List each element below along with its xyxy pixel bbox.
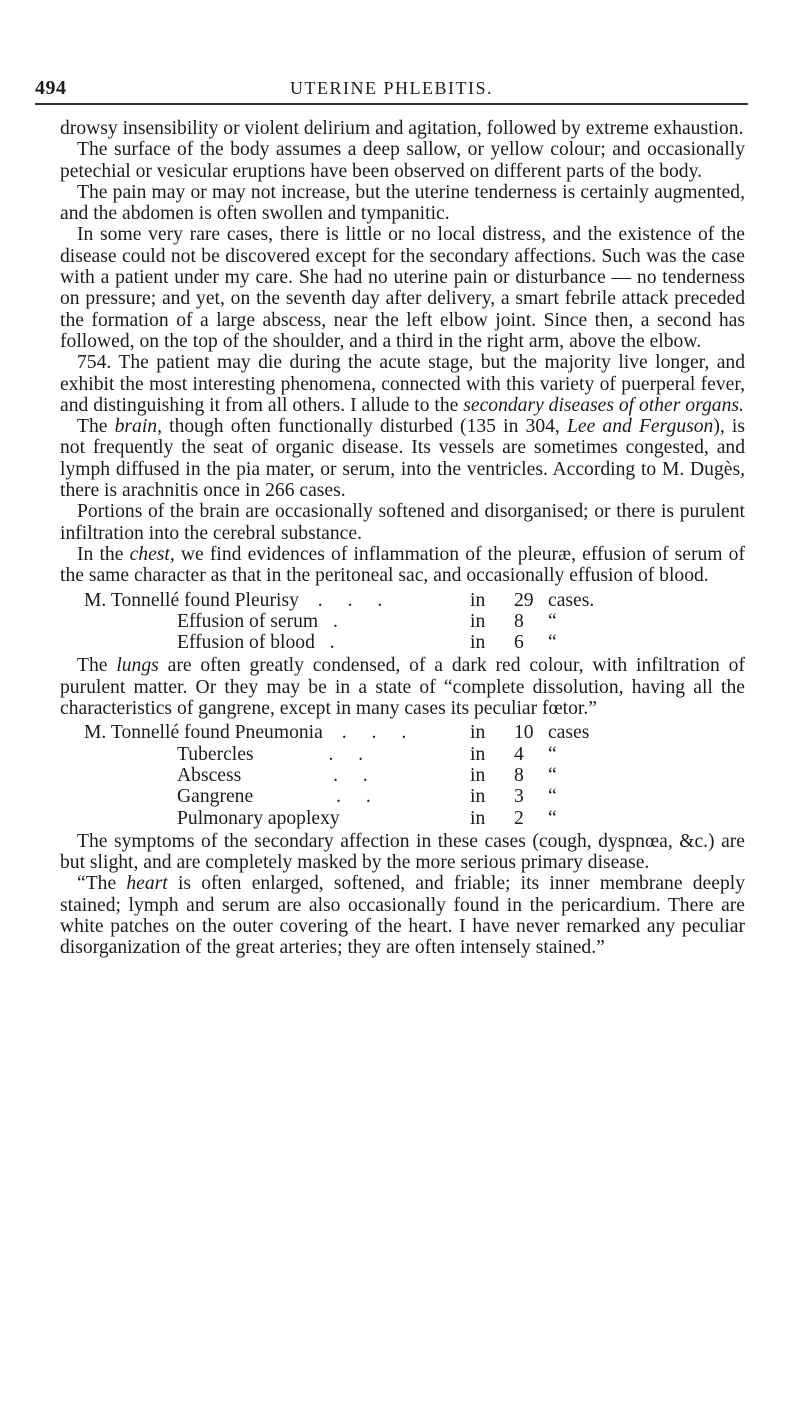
row-label: Effusion of blood	[177, 632, 315, 654]
paragraph-lungs	[60, 655, 745, 719]
row-label: Gangrene	[177, 786, 254, 808]
table-row	[60, 632, 745, 653]
row-count: 8	[514, 610, 524, 632]
paragraph-heart	[60, 873, 745, 958]
paragraph: The symptoms of the secondary affection in these cases (cough, dyspnœa, &c.) are but slight, and are completely masked by the more serious primary disease.	[60, 830, 745, 874]
page-number: 494	[35, 77, 67, 99]
emphasis: lungs	[116, 655, 159, 677]
text-run: ), is not frequently the seat of organic disease. Its vessels are sometimes congested, and lymph diffused in the pia mater, or serum, into the ventricles. According to M. Dugès, there is arachnitis once in 266 cases.	[60, 416, 745, 502]
row-unit: cases	[548, 722, 590, 744]
emphasis: secondary diseases of other organs.	[463, 394, 744, 416]
table-row	[60, 590, 745, 611]
emphasis: brain,	[114, 416, 162, 438]
row-in: in	[470, 632, 486, 654]
row-in: in	[470, 610, 486, 632]
emphasis: Lee and Ferguson	[566, 416, 714, 438]
row-in: in	[470, 589, 486, 611]
text-run: “The	[77, 873, 127, 895]
row-count: 29	[514, 589, 534, 611]
row-label: Abscess	[177, 764, 242, 786]
row-count: 2	[514, 807, 524, 829]
table-row	[60, 765, 745, 786]
row-in: in	[470, 786, 486, 808]
table-row	[60, 808, 745, 829]
row-unit: “	[548, 610, 557, 632]
paragraph-brain	[60, 416, 745, 501]
row-count: 6	[514, 632, 524, 654]
leader-dots: .	[329, 632, 335, 654]
paragraph: drowsy insensibility or violent delirium and agitation, followed by extreme exhaustion.	[60, 118, 744, 139]
text-run: In the	[77, 543, 130, 565]
row-in: in	[470, 743, 486, 765]
row-unit: cases.	[548, 589, 595, 611]
running-title: UTERINE PHLEBITIS.	[290, 78, 493, 98]
leader-dots: . . .	[341, 722, 417, 744]
leader-dots: . . .	[317, 589, 393, 611]
leader-dots: . .	[328, 743, 374, 765]
row-unit: “	[548, 786, 557, 808]
text-run: are often greatly condensed, of a dark red colour, with infiltration of purulent matter. Or they may be in a state of “complete dissolution, having all the characteristics of gangrene, except in many cases its peculiar fœtor.”	[60, 655, 745, 720]
emphasis: heart	[126, 873, 168, 895]
row-label: M. Tonnellé found Pneumonia	[84, 722, 323, 744]
row-in: in	[470, 807, 486, 829]
emphasis: chest,	[129, 543, 175, 565]
row-label: Effusion of serum	[177, 610, 319, 632]
text-run: 754. The patient may die during the acute stage, but the majority live longer, and exhibit the most interesting phenomena, connected with this variety of puerperal fever, and distinguishing it from all others. I allude to the	[60, 352, 745, 416]
paragraph: Portions of the brain are occasionally softened and disorganised; or there is purulent infiltration into the cerebral substance.	[60, 501, 745, 544]
table-row	[60, 611, 745, 632]
paragraph-chest	[60, 544, 745, 587]
row-count: 8	[514, 764, 524, 786]
leader-dots: .	[333, 610, 338, 632]
lung-findings-table	[60, 722, 745, 828]
paragraph: The pain may or may not increase, but the uterine tenderness is certainly augmented, and the abdomen is often swollen and tympanitic.	[60, 181, 745, 225]
row-count: 3	[514, 786, 524, 808]
leader-dots: . .	[336, 786, 381, 808]
row-count: 4	[514, 743, 524, 765]
body-text	[60, 118, 745, 959]
page-header	[35, 77, 748, 105]
paragraph: The surface of the body assumes a deep sallow, or yellow colour; and occasionally petechial or vesicular eruptions have been observed on different parts of the body.	[60, 139, 745, 182]
table-row	[60, 744, 745, 765]
chest-findings-table	[60, 590, 745, 654]
row-label: M. Tonnellé found Pleurisy	[84, 589, 299, 611]
table-row	[60, 786, 745, 807]
text-run: though often functionally disturbed (135 in 304,	[161, 416, 567, 438]
leader-dots: . .	[333, 764, 378, 786]
text-run: The	[77, 416, 115, 438]
text-run: The	[77, 655, 117, 677]
row-count: 10	[514, 722, 534, 744]
row-unit: “	[548, 743, 557, 765]
paragraph-754	[60, 352, 745, 416]
paragraph: In some very rare cases, there is little or no local distress, and the existence of the disease could not be discovered except for the secondary affections. Such was the case with a patient under my care. She had no uterine pain or disturbance — no tenderness on pressure; and yet, on the seventh day after delivery, a smart febrile attack preceded the formation of a large abscess, near the left elbow joint. Since then, a second has followed, on the top of the shoulder, and a third in the right arm, above the elbow.	[60, 224, 745, 352]
text-run: we find evidences of inflammation of the pleuræ, effusion of serum of the same character as that in the peritoneal sac, and occasionally effusion of blood.	[60, 543, 745, 587]
row-unit: “	[548, 764, 557, 786]
row-unit: “	[548, 807, 557, 829]
row-in: in	[470, 722, 486, 744]
row-label: Tubercles	[177, 743, 254, 765]
table-row	[60, 722, 745, 743]
text-run: is often enlarged, softened, and friable; its inner membrane deeply stained; lymph and serum are also occasionally found in the pericardium. There are white patches on the outer covering of the heart. I have never remarked any peculiar disorganization of the great arteries; they are often intensely stained.”	[60, 873, 745, 959]
row-in: in	[470, 764, 486, 786]
row-unit: “	[548, 632, 557, 654]
row-label: Pulmonary apoplexy	[177, 807, 340, 829]
